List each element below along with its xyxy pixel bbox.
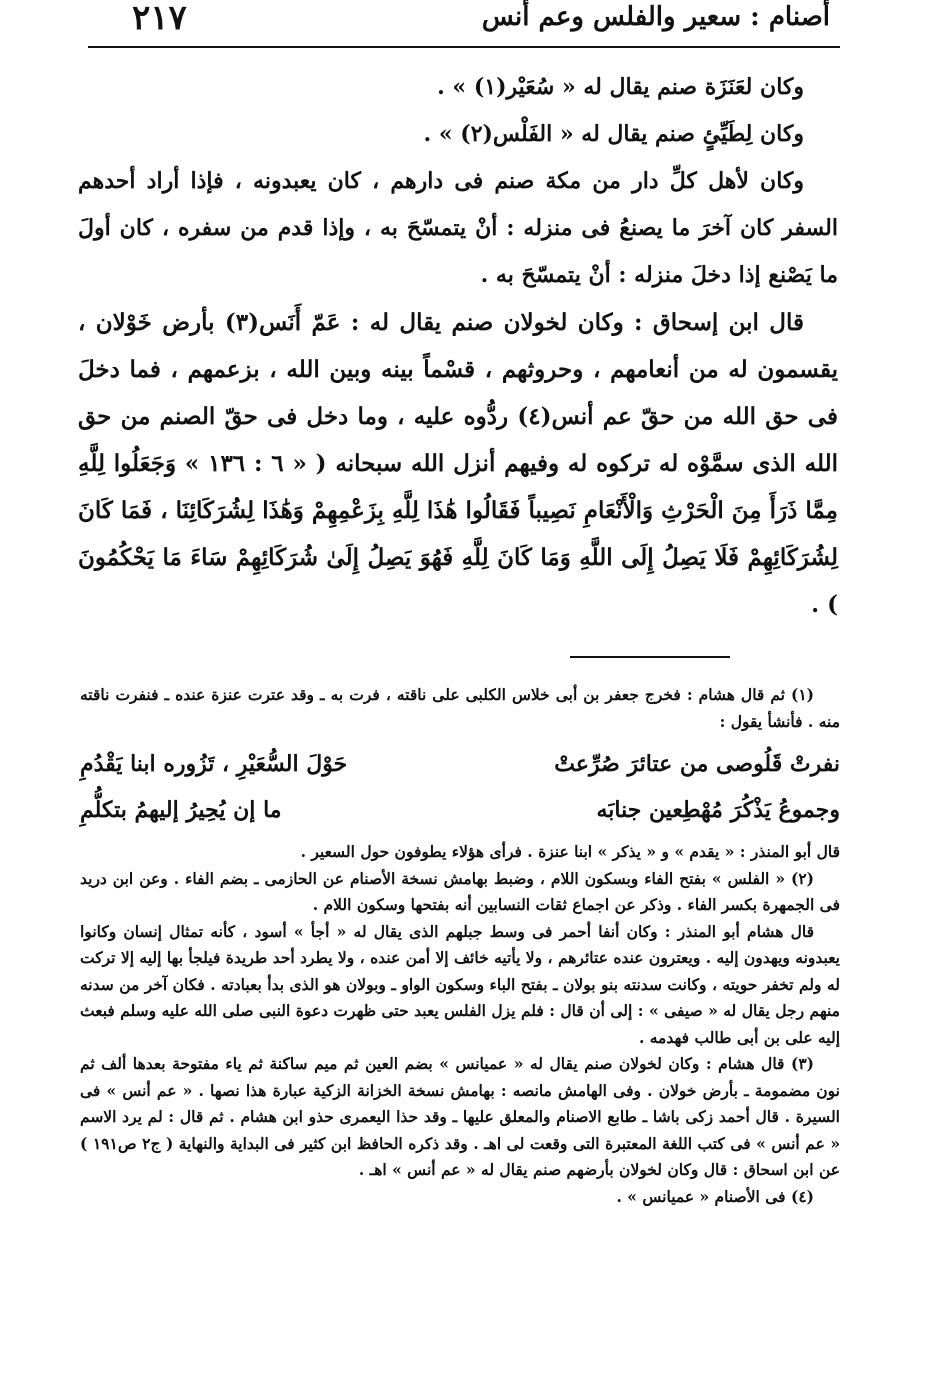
running-title: أصنام : سعير والفلس وعم أنس [481,2,830,32]
paragraph-amm-anas: قال ابن إسحاق : وكان لخولان صنم يقال له : عَمّ أَنَس(٣) بأرض خَوْلان ، يقسمون له من أنعامهم ، وحروثهم ، قسْماً بينه وبين الله ، بزعمهم ، فما دخلَ فى حق الله من حقّ عم أنس(٤) ردُّوه عليه ، وما دخل فى حقّ الصنم من حق الله الذى سمَّوْه له تركوه له وفيهم أنزل الله سبحانه ( « ٦ : ١٣٦ » وَجَعَلُوا لِلَّهِ مِمَّا ذَرَأَ مِنَ الْحَرْثِ وَالْأَنْعَامِ نَصِيباً فَقَالُوا هَٰذَا لِلَّهِ بِزَعْمِهِمْ وَهَٰذَا لِشُرَكَائِنَا ، فَمَا كَانَ لِشُرَكَائِهِمْ فَلَا يَصِلُ إِلَى اللَّهِ وَمَا كَانَ لِلَّهِ فَهُوَ يَصِلُ إِلَىٰ شُرَكَائِهِمْ سَاءَ مَا يَحْكُمُونَ ) . [78,309,838,618]
footnote-2: (٢) « الفلس » بفتح الفاء وبسكون اللام ، وضبط بهامش نسخة الأصنام عن الحازمى ـ بضم الفاء . وعن ابن دريد فى الجمهرة بكسر الفاء . وذكر عن اجماع ثقات النسابين أنه بفتحها وسكون اللام . [80,868,840,914]
verse-1-first-hemistich: نفرتْ قَلُوصى من عتائرَ صُرِّعتْ [554,751,840,777]
paragraph-fals: وكان لِطَيِّئٍ صنم يقال له « الفَلْس(٢) » . [423,121,804,147]
page-header [88,0,840,48]
verse-2-second-hemistich: ما إن يُحِيرُ إليهمُ بتكلُّمِ [80,797,282,823]
verse-1-second-hemistich: حَوْلَ السُّعَيْرِ ، تَزُوره ابنا يَقْدُمِ [80,751,348,777]
poem-verses [80,741,840,833]
main-text [78,64,838,628]
footnote-2-continuation: قال هشام أبو المنذر : وكان أنفا أحمر فى وسط جبلهم الذى يقال له « أجأ » أسود ، كأنه تمثال إنسان وكانوا يعبدونه ويهدون إليه . ويعترون عنده عتائرهم ، ولا يأتيه خائف إلا أمن عنده ، ولا يطرد أحد طريدة فيلجأ بها إليه إلا تركت له ولم تخفر حويته ، وكانت سدنته بنو بولان ـ بفتح الباء وسكون الواو ـ وبولان هو الذى بدأ بعبادته . فكان آخر من سدنه منهم رجل يقال له « صيفى » : إلى أن قال : فلم يزل الفلس يعبد حتى ظهرت دعوة النبى صلى الله عليه وسلم فبعث إليه على بن أبى طالب فهدمه . [80,921,840,1047]
page-number: ٢١٧ [132,0,187,38]
footnote-1-continuation: قال أبو المنذر : « يقدم » و « يذكر » ابنا عنزة . فرأى هؤلاء يطوفون حول السعير . [300,842,840,861]
footnote-separator [570,656,730,658]
paragraph-saeer: وكان لعَنَزَة صنم يقال له « سُعَيْر(١) » . [437,74,804,100]
verse-2-first-hemistich: وجموعُ يَذْكُرَ مُهْطِعين جنابَه [596,797,840,823]
footnote-4: (٤) فى الأصنام « عميانس » . [616,1186,814,1206]
footnote-1: (١) ثم قال هشام : فخرج جعفر بن أبى خلاس الكلبى على ناقته ، فرت به ـ وقد عترت عنزة عنده ـ فنفرت ناقته منه . فأنشأ يقول : [80,685,840,731]
verse-line-2 [80,787,840,833]
footnote-3: (٣) قال هشام : وكان لخولان صنم يقال له « عميانس » بضم العين ثم ميم ساكنة ثم ياء مفتوحة بعدها ألف ثم نون مضمومة ـ بأرض خولان . وفى الهامش مانصه : بهامش نسخة الخزانة الزكية عبارة هذا نصها . « عم أنس » فى السيرة . قال أحمد زكى باشا ـ طابع الاصنام والمعلق عليها ـ وقد حذا اليعمرى حذو ابن هشام . ثم قال : لم يرد الاسم « عم أنس » فى كتب اللغة المعتبرة التى وقعت لى اهـ . وقد ذكره الحافظ ابن كثير فى البداية والنهاية ( ج٢ ص١٩١ ) عن ابن اسحاق : قال وكان لخولان بأرضهم صنم يقال له « عم أنس » اهـ . [80,1054,841,1179]
paragraph-house-idols: وكان لأهل كلِّ دار من مكة صنم فى دارهم ، كان يعبدونه ، فإذا أراد أحدهم السفر كان آخرَ ما يصنعُ فى منزله : أنْ يتمسّحَ به ، وإذا قدم من سفره ، كان أولَ ما يَصْنع إذا دخلَ منزله : أنْ يتمسّحَ به . [78,168,838,288]
verse-line-1 [80,741,840,787]
footnotes [80,682,840,1210]
